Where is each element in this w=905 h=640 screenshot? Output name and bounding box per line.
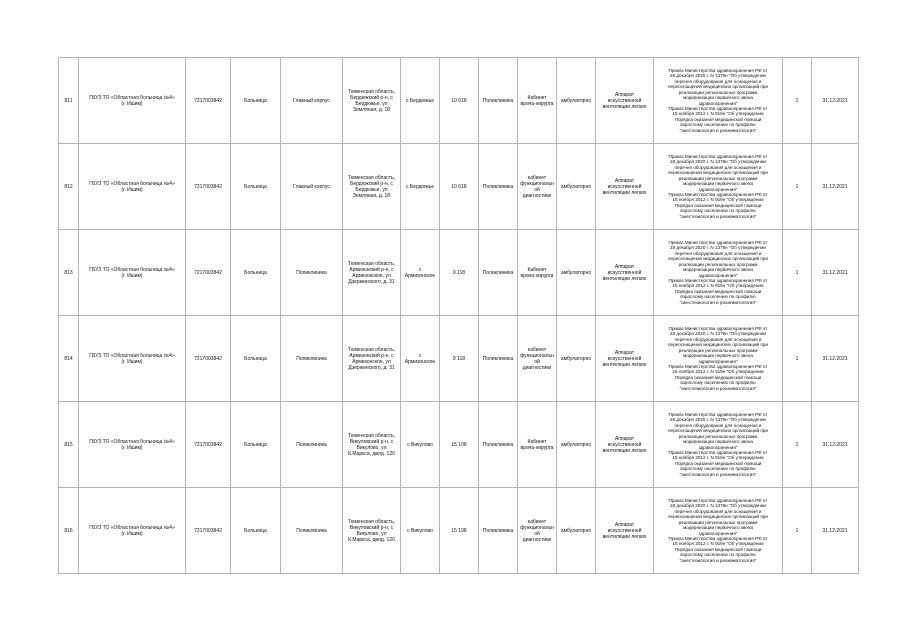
organization-cell: ГБУЗ ТО «Областная больница №4» (г. Ишим) <box>79 58 186 144</box>
address-cell: Тюменская область, Армизонский р-н, с Армизонское, ул Дзержинского, д. 31 <box>343 316 401 402</box>
inn-cell: 7217003842 <box>186 144 231 230</box>
equipment-cell: Аппарат искусственной вентиляции легких <box>596 488 654 574</box>
locality-cell: с Бердюжье <box>401 144 440 230</box>
locality-cell: с Викулово <box>401 488 440 574</box>
inn-cell: 7217003842 <box>186 230 231 316</box>
room-cell: кабинет функциональн ой диагностики <box>518 488 557 574</box>
room-cell: Кабинет врача-хирурга <box>518 402 557 488</box>
care-type-cell: амбулаторно <box>557 230 596 316</box>
facility-type-cell: Больница <box>231 58 281 144</box>
inn-cell: 7217003842 <box>186 316 231 402</box>
room-cell: кабинет функциональн ой диагностики <box>518 144 557 230</box>
quantity-cell: 1 <box>783 316 812 402</box>
organization-cell: ГБУЗ ТО «Областная больница №4» (г. Ишим) <box>79 230 186 316</box>
code-cell: 10 618 <box>440 58 479 144</box>
deadline-date-cell: 31.12.2021 <box>812 402 859 488</box>
regulation-cell: Приказ Министерства здравоохранения РФ от 28 декабря 2020 г. N 1379н "Об утверждении перечня оборудования для оснащения и переоснащения медицинских организаций при реализации региональных программ модернизации первичного звена здравоохранения" Приказ Министерства здравоохранения РФ от 15 ноября 2012 г. N 919н "Об утверждении Порядка оказания медицинской помощи взрослому населению по профилю "анестезиология и реаниматология" <box>654 58 783 144</box>
locality-cell: с Армизонское <box>401 230 440 316</box>
deadline-date-cell: 31.12.2021 <box>812 230 859 316</box>
department-cell: Поликлиника <box>479 316 518 402</box>
care-type-cell: амбулаторно <box>557 316 596 402</box>
code-cell: 15 108 <box>440 488 479 574</box>
care-type-cell: амбулаторно <box>557 58 596 144</box>
department-cell: Поликлиника <box>479 230 518 316</box>
room-cell: кабинет функциональн ой диагностики <box>518 316 557 402</box>
row-number-cell: 813 <box>59 230 79 316</box>
organization-cell: ГБУЗ ТО «Областная больница №4» (г. Ишим) <box>79 144 186 230</box>
address-cell: Тюменская область, Викуловский р-н, с Викулово, ул К.Маркса, двлд. 120 <box>343 488 401 574</box>
facility-type-cell: Больница <box>231 144 281 230</box>
inn-cell: 7217003842 <box>186 58 231 144</box>
department-cell: Поликлиника <box>479 488 518 574</box>
organization-cell: ГБУЗ ТО «Областная больница №4» (г. Ишим) <box>79 316 186 402</box>
regulation-cell: Приказ Министерства здравоохранения РФ от 28 декабря 2020 г. N 1379н "Об утверждении перечня оборудования для оснащения и переоснащения медицинских организаций при реализации региональных программ модернизации первичного звена здравоохранения" Приказ Министерства здравоохранения РФ от 15 ноября 2012 г. N 919н "Об утверждении Порядка оказания медицинской помощи взрослому населению по профилю "анестезиология и реаниматология" <box>654 230 783 316</box>
equipment-cell: Аппарат искусственной вентиляции легких <box>596 230 654 316</box>
table-row <box>59 488 859 574</box>
inn-cell: 7217003842 <box>186 402 231 488</box>
regulation-cell: Приказ Министерства здравоохранения РФ от 28 декабря 2020 г. N 1379н "Об утверждении перечня оборудования для оснащения и переоснащения медицинских организаций при реализации региональных программ модернизации первичного звена здравоохранения" Приказ Министерства здравоохранения РФ от 15 ноября 2012 г. N 919н "Об утверждении Порядка оказания медицинской помощи взрослому населению по профилю "анестезиология и реаниматология" <box>654 402 783 488</box>
room-cell: Кабинет врача-хирурга <box>518 230 557 316</box>
quantity-cell: 1 <box>783 144 812 230</box>
building-cell: Поликлиника <box>281 402 343 488</box>
quantity-cell: 1 <box>783 58 812 144</box>
building-cell: Поликлиника <box>281 316 343 402</box>
quantity-cell: 1 <box>783 230 812 316</box>
row-number-cell: 811 <box>59 58 79 144</box>
quantity-cell: 1 <box>783 488 812 574</box>
room-cell: Кабинет врача-хирурга <box>518 58 557 144</box>
deadline-date-cell: 31.12.2021 <box>812 316 859 402</box>
care-type-cell: амбулаторно <box>557 144 596 230</box>
locality-cell: с Викулово <box>401 402 440 488</box>
equipment-cell: Аппарат искусственной вентиляции легких <box>596 316 654 402</box>
row-number-cell: 812 <box>59 144 79 230</box>
table-row <box>59 58 859 144</box>
row-number-cell: 816 <box>59 488 79 574</box>
address-cell: Тюменская область, Армизонский р-н, с Армизонское, ул Дзержинского, д. 31 <box>343 230 401 316</box>
facility-type-cell: Больница <box>231 230 281 316</box>
deadline-date-cell: 31.12.2021 <box>812 58 859 144</box>
table-row <box>59 402 859 488</box>
organization-cell: ГБУЗ ТО «Областная больница №4» (г. Ишим) <box>79 402 186 488</box>
organization-cell: ГБУЗ ТО «Областная больница №4» (г. Ишим) <box>79 488 186 574</box>
address-cell: Тюменская область, Бердюжский р-н, с Бердюжье, ул Земляная, д. 18 <box>343 144 401 230</box>
deadline-date-cell: 31.12.2021 <box>812 488 859 574</box>
department-cell: Поликлиника <box>479 402 518 488</box>
table-row <box>59 144 859 230</box>
building-cell: Главный корпус <box>281 58 343 144</box>
care-type-cell: амбулаторно <box>557 402 596 488</box>
facility-type-cell: Больница <box>231 488 281 574</box>
regulation-cell: Приказ Министерства здравоохранения РФ от 28 декабря 2020 г. N 1379н "Об утверждении перечня оборудования для оснащения и переоснащения медицинских организаций при реализации региональных программ модернизации первичного звена здравоохранения" Приказ Министерства здравоохранения РФ от 15 ноября 2012 г. N 919н "Об утверждении Порядка оказания медицинской помощи взрослому населению по профилю "анестезиология и реаниматология" <box>654 488 783 574</box>
row-number-cell: 814 <box>59 316 79 402</box>
department-cell: Поликлиника <box>479 144 518 230</box>
code-cell: 15 108 <box>440 402 479 488</box>
address-cell: Тюменская область, Викуловский р-н, с Викулово, ул К.Маркса, двлд. 120 <box>343 402 401 488</box>
care-type-cell: амбулаторно <box>557 488 596 574</box>
building-cell: Главный корпус <box>281 144 343 230</box>
code-cell: 9 118 <box>440 316 479 402</box>
facility-type-cell: Больница <box>231 402 281 488</box>
quantity-cell: 1 <box>783 402 812 488</box>
table-row <box>59 316 859 402</box>
department-cell: Поликлиника <box>479 58 518 144</box>
address-cell: Тюменская область, Бердюжский р-н, с Бердюжье, ул Земляная, д. 18 <box>343 58 401 144</box>
table-body <box>59 58 859 574</box>
inn-cell: 7217003842 <box>186 488 231 574</box>
equipment-cell: Аппарат искусственной вентиляции легких <box>596 58 654 144</box>
facility-type-cell: Больница <box>231 316 281 402</box>
locality-cell: с Бердюжье <box>401 58 440 144</box>
equipment-table <box>58 57 859 574</box>
code-cell: 9 118 <box>440 230 479 316</box>
regulation-cell: Приказ Министерства здравоохранения РФ от 28 декабря 2020 г. N 1379н "Об утверждении перечня оборудования для оснащения и переоснащения медицинских организаций при реализации региональных программ модернизации первичного звена здравоохранения" Приказ Министерства здравоохранения РФ от 15 ноября 2012 г. N 919н "Об утверждении Порядка оказания медицинской помощи взрослому населению по профилю "анестезиология и реаниматология" <box>654 316 783 402</box>
table-row <box>59 230 859 316</box>
equipment-cell: Аппарат искусственной вентиляции легких <box>596 144 654 230</box>
regulation-cell: Приказ Министерства здравоохранения РФ от 28 декабря 2020 г. N 1379н "Об утверждении перечня оборудования для оснащения и переоснащения медицинских организаций при реализации региональных программ модернизации первичного звена здравоохранения" Приказ Министерства здравоохранения РФ от 15 ноября 2012 г. N 919н "Об утверждении Порядка оказания медицинской помощи взрослому населению по профилю "анестезиология и реаниматология" <box>654 144 783 230</box>
building-cell: Поликлиника <box>281 230 343 316</box>
equipment-cell: Аппарат искусственной вентиляции легких <box>596 402 654 488</box>
building-cell: Поликлиника <box>281 488 343 574</box>
row-number-cell: 815 <box>59 402 79 488</box>
code-cell: 10 618 <box>440 144 479 230</box>
deadline-date-cell: 31.12.2021 <box>812 144 859 230</box>
locality-cell: с Армизонское <box>401 316 440 402</box>
